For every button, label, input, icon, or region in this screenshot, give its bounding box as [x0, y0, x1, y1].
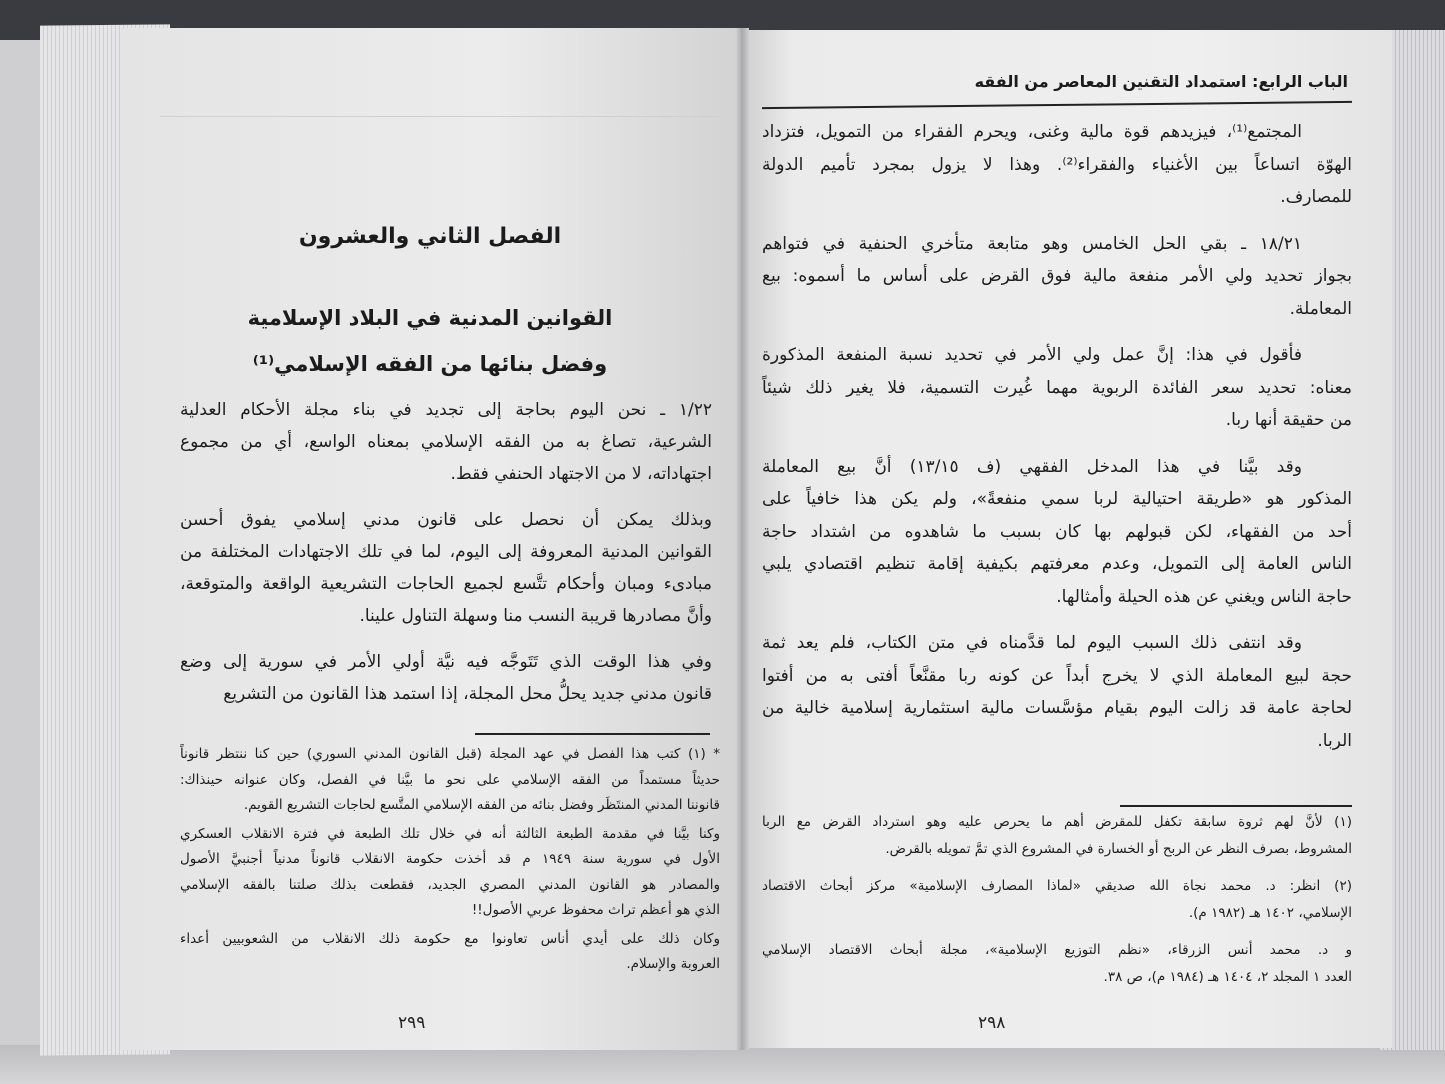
text-line: أحد من الفقهاء، لكن قبولهم بها كان بسبب ما شاهدوه من اشتداد حاجة	[762, 521, 1352, 542]
text-line: معناه: تحديد سعر الفائدة الربوية مهما غُيرت التسمية، فلا يغير ذلك شيئاً	[762, 377, 1352, 398]
text-line: مبادىء ومبان وأحكام تتَّسع لجميع الحاجات التشريعية الواقعة والمتوقعة،	[180, 574, 712, 594]
text-line: للمصارف.	[1280, 187, 1352, 207]
footnote-line: * (١) كتب هذا الفصل في عهد المجلة (قبل القانون المدني السوري) حين كنا ننتظر قانوناً	[180, 746, 721, 762]
text-line: لحاجة عامة قد زالت اليوم بقيام مؤسَّسات مالية استثمارية إسلامية خالية من	[762, 698, 1352, 718]
text-line: وقد انتفى ذلك السبب اليوم لما قدَّمناه في متن الكتاب، فلم يعد ثمة	[762, 633, 1302, 653]
footnote-line: حديثاً مستمداً من الفقه الإسلامي على نحو ما بيَّنا في الفصل، وكان عنوانه حينذاك:	[180, 771, 720, 788]
footnote-line: (٢) انظر: د. محمد نجاة الله صديقي «لماذا المصارف الإسلامية» مركز أبحاث الاقتصاد	[762, 878, 1352, 894]
text-line: الشرعية، تصاغ به من الفقه الإسلامي بمعناه الواسع، أي من مجموع	[180, 432, 712, 452]
footnote-line: وكان ذلك على أيدي أناس تعاونوا مع حكومة ذلك الانقلاب من الشعوبيين أعداء	[180, 930, 720, 947]
footnote-line: العدد ١ المجلد ٢، ١٤٠٤ هـ (١٩٨٤ م)، ص ٣٨.	[1103, 969, 1352, 985]
text-line: اجتهاداته، لا من الاجتهاد الحنفي فقط.	[450, 464, 712, 484]
text-line: المذكور هو «طريقة احتيالية لربا سمي منفعةً»، ولم يكن هذا خافياً على	[762, 489, 1352, 509]
footnote-rule	[1120, 805, 1352, 807]
show-through-rule	[160, 116, 720, 117]
footnote-line: و د. محمد أنس الزرقاء، «نظم التوزيع الإسلامية»، مجلة أبحاث الاقتصاد الإسلامي	[762, 942, 1352, 958]
footnote-line: الأول في سورية سنة ١٩٤٩ م قد أخذت حكومة الانقلاب قانوناً مدنياً أجنبيَّ الأصول	[180, 851, 721, 867]
footnote-line: المشروط، بصرف النظر عن الربح أو الخسارة في المشروع الذي تمَّ تمويله بالقرض.	[885, 841, 1352, 857]
text-line: فأقول في هذا: إنَّ عمل ولي الأمر في تحديد نسبة المنفعة المذكورة	[762, 345, 1302, 365]
footnote-line: الإسلامي، ١٤٠٢ هـ (١٩٨٢ م).	[1188, 905, 1352, 921]
chapter-subtitle-1: القوانين المدنية في البلاد الإسلامية	[247, 306, 613, 330]
footnote-line: وكنا بيَّنا في مقدمة الطبعة الثالثة أنه في خلال تلك الطبعة في فترة الانقلاب العسكري	[180, 825, 720, 842]
text-line: المعاملة.	[1289, 298, 1352, 319]
text-line: الربا.	[1317, 730, 1352, 751]
page-number-left: ٢٩٩	[398, 1013, 426, 1033]
text-line: المجتمع⁽¹⁾، فيزيدهم قوة مالية وغنى، ويحرم الفقراء من التمويل، فتزداد	[762, 122, 1302, 142]
left-page	[120, 28, 745, 1050]
footnote-line: الذي هو أعظم تراث محفوظ عربي الأصول!!	[471, 902, 720, 918]
running-header: الباب الرابع: استمداد التقنين المعاصر من الفقه	[974, 72, 1348, 91]
text-line: الهوّة اتساعاً بين الأغنياء والفقراء⁽²⁾. وهذا لا يزول بمجرد تأميم الدولة	[762, 154, 1352, 175]
footnote-rule-left	[475, 733, 710, 735]
book-spine	[735, 28, 749, 1050]
text-line: وقد بيَّنا في هذا المدخل الفقهي (ف ١٣/١٥) أنَّ بيع المعاملة	[762, 456, 1302, 477]
text-line: حجة لبيع المعاملة الذي لا يخرج أبداً عن كونه ربا مقنَّعاً أفتى به من أفتوا	[762, 665, 1352, 686]
footnote-line: العروبة والإسلام.	[626, 956, 720, 972]
text-line: القوانين المدنية المعروفة إلى اليوم، لما في تلك الاجتهادات المختلفة من	[180, 542, 712, 562]
text-line: وبذلك يمكن أن نحصل على قانون مدني إسلامي يفوق أحسن	[180, 510, 712, 530]
text-line: بجواز تحديد ولي الأمر منفعة مالية فوق القرض على أساس ما أسموه: بيع	[762, 266, 1352, 286]
page-number-right: ٢٩٨	[978, 1013, 1006, 1033]
table-surface	[0, 1045, 1445, 1084]
footnote-line: قانوننا المدني المنتَظَر وفضل بنائه من الفقه الإسلامي المتَّسع لحاجات التشريع القويم.	[243, 797, 720, 813]
text-line: ١/٢٢ ـ نحن اليوم بحاجة إلى تجديد في بناء مجلة الأحكام العدلية	[180, 400, 712, 420]
text-line: من حقيقة أنها ربا.	[1225, 410, 1352, 430]
footnote-line: (١) لأنَّ لهم ثروة سابقة تكفل للمقرض أهم ما يحرص عليه وهو استرداد القرض مع الربا	[762, 814, 1352, 830]
text-line: الناس العامة إلى التمويل، وعدم معرفتهم بكيفية إقامة تنظيم اقتصادي يلبي	[762, 554, 1352, 574]
chapter-title: الفصل الثاني والعشرون	[298, 224, 562, 249]
footnote-line: والمصادر هو القانون المدني المصري الجديد، فقطعت بذلك صلتنا بالفقه الإسلامي	[180, 876, 720, 893]
text-line: قانون مدني جديد يحلُّ محل المجلة، إذا استمد هذا القانون من التشريع	[223, 684, 712, 704]
text-line: وفي هذا الوقت الذي تَتَوجَّه فيه نيَّة أولي الأمر في سورية إلى وضع	[180, 652, 712, 672]
text-line: وأنَّ مصادرها قريبة النسب منا وسهلة التناول علينا.	[359, 606, 712, 626]
text-line: حاجة الناس ويغني عن هذه الحيلة وأمثالها.	[1056, 586, 1352, 607]
chapter-subtitle-2: وفضل بنائها من الفقه الإسلامي⁽¹⁾	[252, 352, 608, 376]
text-line: ١٨/٢١ ـ بقي الحل الخامس وهو متابعة متأخري الحنفية في فتواهم	[762, 233, 1302, 254]
